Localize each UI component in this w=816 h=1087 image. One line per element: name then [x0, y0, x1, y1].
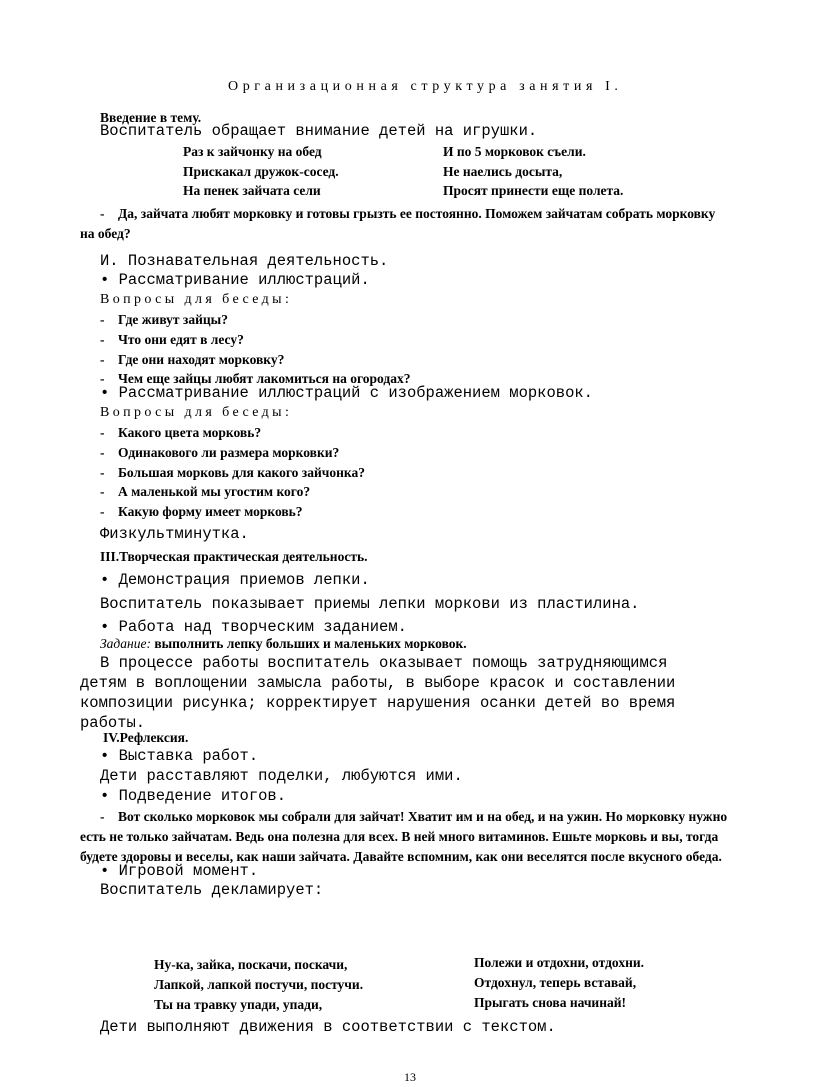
poem-line: Ты на травку упади, упади, — [154, 997, 323, 1012]
poem-line: Прискакал дружок-сосед. — [183, 164, 339, 179]
question-item: - Где живут зайцы? — [100, 312, 228, 327]
paragraph-line: В процессе работы воспитатель оказывает помощь затрудняющимся — [100, 654, 668, 672]
dialogue-line: есть не только зайчатам. Ведь она полезна для всех. В ней много витаминов. Ешьте морковь и вы, тогда — [80, 829, 719, 844]
poem-line: На пенек зайчата сели — [183, 183, 321, 198]
bullet-item: • Демонстрация приемов лепки. — [100, 571, 370, 589]
dialogue-line: будете здоровы и веселы, как наши зайчата. Давайте вспомним, как они веселятся после вкусного обеда. — [80, 849, 722, 864]
final-text: Дети выполняют движения в соответствии с текстом. — [100, 1018, 556, 1036]
poem-line: Прыгать снова начинай! — [474, 995, 627, 1010]
poem-line: И по 5 морковок съели. — [443, 144, 586, 159]
section-heading: III.Творческая практическая деятельность. — [100, 549, 368, 564]
page-number: 13 — [404, 1070, 416, 1084]
question-item: - Одинакового ли размера морковки? — [100, 445, 340, 460]
question-item: - Что они едят в лесу? — [100, 332, 244, 347]
task-line: Задание: выполнить лепку больших и маленьких морковок. — [100, 636, 467, 651]
question-item: - Какого цвета морковь? — [100, 425, 262, 440]
poem-line: Не наелись досыта, — [443, 164, 563, 179]
dialogue-line: - Да, зайчата любят морковку и готовы грызть ее постоянно. Поможем зайчатам собрать морковку — [100, 206, 716, 221]
paragraph-line: детям в воплощении замысла работы, в выборе красок и составлении — [80, 674, 676, 692]
bullet-item: • Выставка работ. — [100, 747, 259, 765]
question-item: - Где они находят морковку? — [100, 352, 285, 367]
body-text: Воспитатель декламирует: — [100, 881, 324, 899]
section-heading: IV.Рефлексия. — [103, 730, 189, 745]
intro-text: Воспитатель обращает внимание детей на игрушки. — [100, 122, 538, 140]
body-text: Воспитатель показывает приемы лепки моркови из пластилина. — [100, 595, 640, 613]
page-title: Организационная структура занятия I. — [228, 79, 623, 94]
poem-line: Ну-ка, зайка, поскачи, поскачи, — [154, 957, 348, 972]
bullet-item: • Работа над творческим заданием. — [100, 618, 407, 636]
body-text: Дети расставляют поделки, любуются ими. — [100, 767, 463, 785]
questions-label: Вопросы для беседы: — [100, 292, 293, 307]
dialogue-line: - Вот сколько морковок мы собрали для зайчат! Хватит им и на обед, и на ужин. Но морковку нужно — [100, 809, 728, 824]
poem-line: Просят принести еще полета. — [443, 183, 624, 198]
fizkult-text: Физкультминутка. — [100, 525, 249, 543]
bullet-item: • Подведение итогов. — [100, 787, 287, 805]
intro-heading: Введение в тему. — [100, 110, 202, 125]
question-item: - Какую форму имеет морковь? — [100, 504, 303, 519]
dialogue-line: на обед? — [80, 226, 131, 241]
questions-label: Вопросы для беседы: — [100, 405, 293, 420]
poem-line: Лапкой, лапкой постучи, постучи. — [154, 977, 364, 992]
paragraph-line: работы. — [80, 714, 146, 732]
poem-line: Полежи и отдохни, отдохни. — [474, 955, 645, 970]
bullet-item: • Рассматривание иллюстраций. — [100, 271, 370, 289]
question-item: - Чем еще зайцы любят лакомиться на огородах? — [100, 371, 411, 386]
question-item: - А маленькой мы угостим кого? — [100, 484, 311, 499]
question-item: - Большая морковь для какого зайчонка? — [100, 465, 365, 480]
poem-line: Отдохнул, теперь вставай, — [474, 975, 637, 990]
bullet-item: • Рассматривание иллюстраций с изображением морковок. — [100, 384, 593, 402]
poem-line: Раз к зайчонку на обед — [183, 144, 322, 159]
bullet-item: • Игровой момент. — [100, 862, 259, 880]
section-heading: И. Познавательная деятельность. — [100, 252, 389, 270]
paragraph-line: композиции рисунка; корректирует нарушения осанки детей во время — [80, 694, 676, 712]
